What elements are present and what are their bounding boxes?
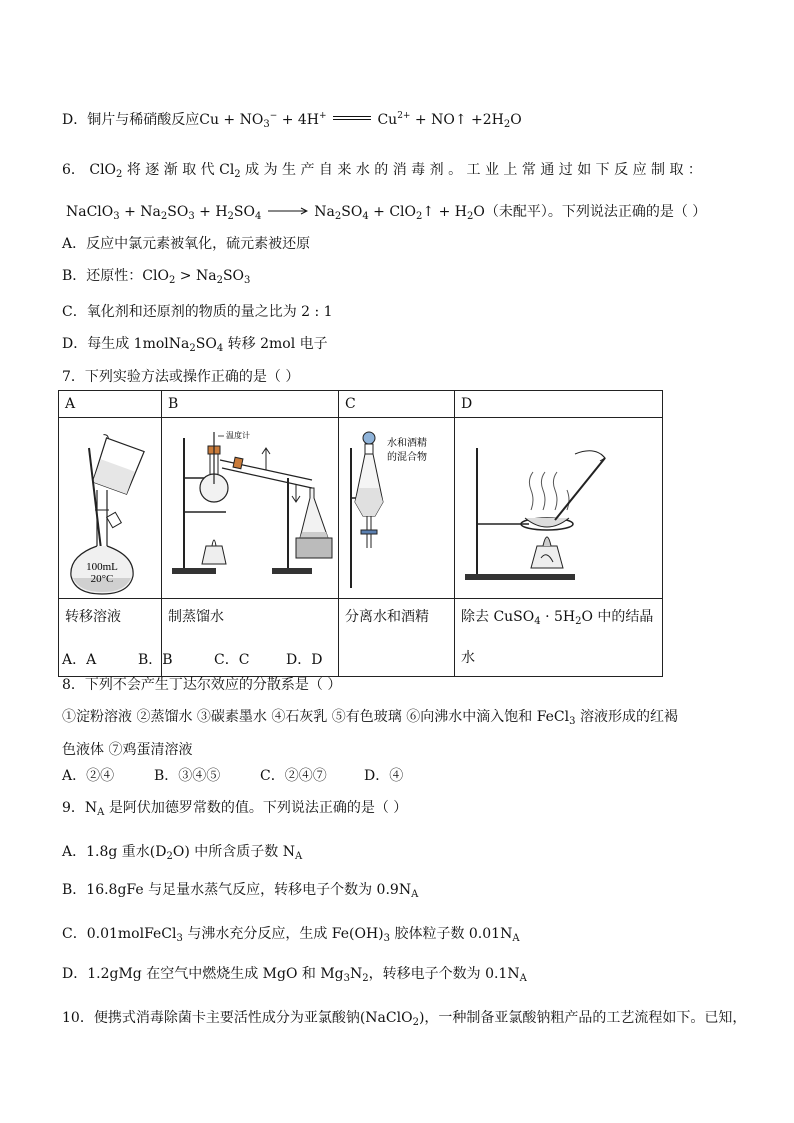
option-c: C．②④⑦ — [260, 768, 327, 784]
q9-option-a: A．1.8g 重水$(D_2O)$ 中所含质子数 $N_A$ — [62, 844, 303, 862]
option-c: C．C — [214, 652, 250, 668]
evaporating-dish-icon — [455, 418, 661, 598]
q6-equation: NaClO$_3$ + $Na_2SO_3 + H_2SO_4$ $Na_2SO_4$ + ClO$_2$↑ + $H_2O$（未配平）。下列说法正确的是（ ） — [66, 204, 707, 222]
q10-stem: 10．便携式消毒除菌卡主要活性成分为亚氯酸钠(NaClO$_2$)，一种制备亚氯酸钠粗产品的工艺流程如下。已知， — [62, 1010, 747, 1028]
figure-a-volumetric-flask — [59, 418, 162, 599]
option-d: D．④ — [364, 768, 404, 784]
equals-arrow-icon — [333, 116, 371, 120]
q8-list-line-2: 色液体 ⑦鸡蛋清溶液 — [62, 742, 193, 758]
figure-d-evaporating-dish — [455, 418, 663, 599]
caption-c: 分离水和酒精 — [339, 599, 455, 677]
q7-experiment-table — [58, 390, 663, 677]
caption-a: 转移溶液 — [59, 599, 162, 677]
q6-option-c: C．氧化剂和还原剂的物质的量之比为 2 : 1 — [62, 304, 333, 320]
option-b: B．③④⑤ — [154, 768, 221, 784]
caption-b: 制蒸馏水 — [162, 599, 339, 677]
q9-option-c: C．0.01molFeCl$_3$ 与沸水充分反应，生成 $Fe(OH)_3$ 胶体粒子数 $0.01N_A$ — [62, 926, 520, 944]
q6-option-a: A．反应中氯元素被氧化，硫元素被还原 — [62, 236, 311, 252]
option-b: B．B — [138, 652, 173, 668]
reaction-arrow-icon — [268, 207, 308, 215]
option-a: A．A — [62, 652, 97, 668]
option-d: D．D — [286, 652, 323, 668]
q7-stem: 7．下列实验方法或操作正确的是（ ） — [62, 369, 300, 385]
q5-option-d: D．铜片与稀硝酸反应$Cu + NO_3^- + 4H^+$ $Cu^{2+}$ + NO↑ $+2H_2O$ — [62, 111, 522, 130]
flask-volume-label: 100mL — [86, 561, 118, 573]
q8-stem: 8．下列不会产生丁达尔效应的分散系是（ ） — [62, 677, 342, 693]
q8-options — [62, 766, 403, 786]
q9-stem: 9．$N_A$ 是阿伏加德罗常数的值。下列说法正确的是（ ） — [62, 800, 408, 818]
distillation-apparatus-icon — [162, 418, 338, 598]
q6-stem: 6． ClO$_2$ 将 逐 渐 取 代 $Cl_2$ 成 为 生 产 自 来 水 的 消 毒 剂 。 工 业 上 常 通 过 如 下 反 应 制 取 ： — [62, 162, 702, 180]
option-a: A．②④ — [62, 768, 115, 784]
funnel-label-2: 的混合物 — [387, 452, 427, 463]
separatory-funnel-icon — [339, 418, 453, 598]
q9-option-d: D．1.2gMg 在空气中燃烧生成 MgO 和 $Mg_3N_2$，转移电子个数为 $0.1N_A$ — [62, 966, 527, 984]
figure-c-separatory-funnel — [339, 418, 455, 599]
funnel-label-1: 水和酒精 — [387, 438, 427, 449]
q6-option-b: B．还原性：$ClO_2 > Na_2SO_3$ — [62, 268, 251, 286]
q9-option-b: B．16.8gFe 与足量水蒸气反应，转移电子个数为 $0.9N_A$ — [62, 882, 419, 900]
flask-temp-label: 20°C — [90, 573, 114, 585]
q6-option-d: D．每生成 $1molNa_2SO_4$ 转移 2mol 电子 — [62, 336, 328, 354]
table-header-a: A — [59, 391, 162, 418]
thermometer-label: 温度计 — [226, 431, 250, 440]
table-header-b: B — [162, 391, 339, 418]
volumetric-flask-icon — [59, 418, 161, 598]
q7-options — [62, 650, 322, 670]
table-header-d: D — [455, 391, 663, 418]
caption-d: 除去 CuSO$_4$ · $5H_2O$ 中的结晶水 — [455, 599, 663, 677]
table-header-c: C — [339, 391, 455, 418]
q8-list-line-1: ①淀粉溶液 ②蒸馏水 ③碳素墨水 ④石灰乳 ⑤有色玻璃 ⑥向沸水中滴入饱和 FeCl$_3$ 溶液形成的红褐 — [62, 709, 678, 727]
figure-b-distillation — [162, 418, 339, 599]
